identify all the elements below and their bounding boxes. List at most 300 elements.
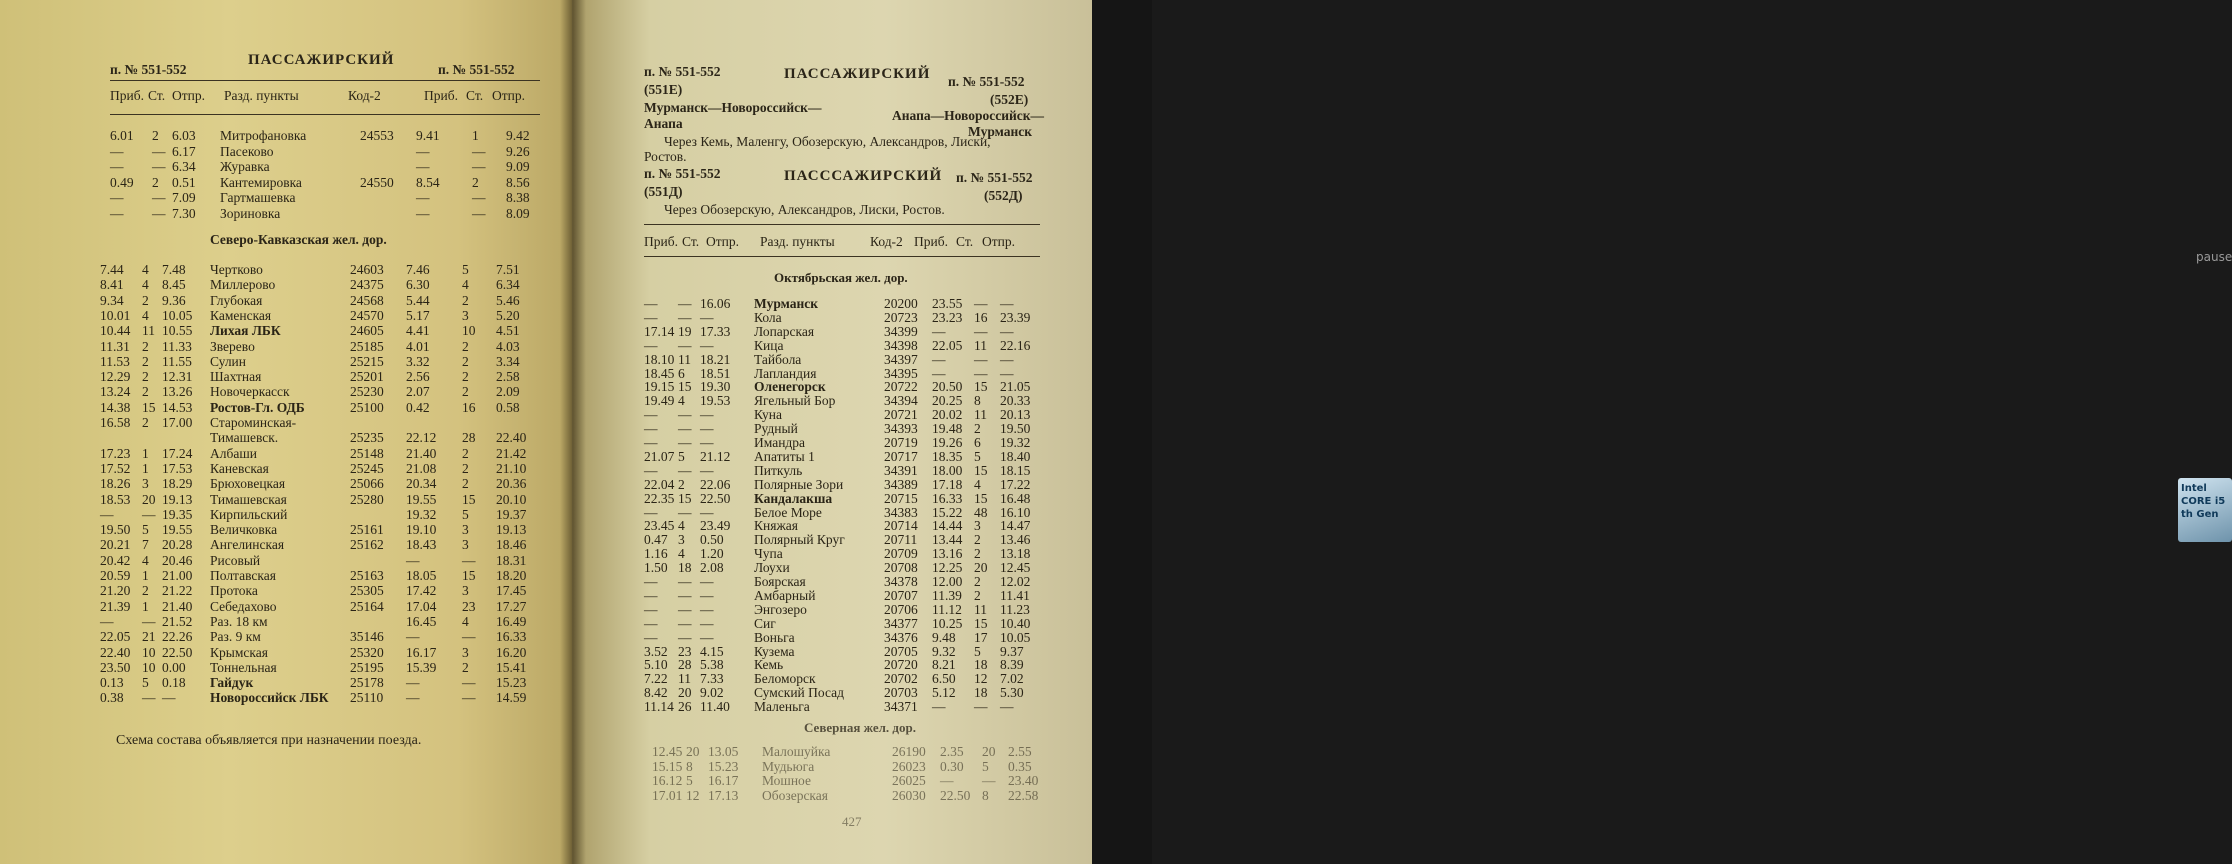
timetable-cell: 0.50 [700, 532, 724, 548]
timetable-cell: 5 [982, 758, 989, 774]
right-section-2: Северная жел. дор. [804, 720, 916, 735]
timetable-cell: 20706 [884, 601, 918, 617]
timetable-cell: 26030 [892, 787, 926, 803]
timetable-cell: Брюховецкая [210, 476, 286, 492]
timetable-cell: 11 [974, 407, 987, 423]
timetable-cell: 22.58 [1008, 787, 1039, 803]
timetable-cell: 14.47 [1000, 518, 1031, 534]
timetable-cell: 24553 [360, 128, 394, 143]
timetable-cell: 18.26 [100, 476, 131, 492]
timetable-cell: — [644, 504, 658, 520]
timetable-cell: 2 [142, 384, 149, 400]
timetable-cell: — [406, 690, 420, 706]
timetable-cell: Шахтная [210, 369, 262, 385]
timetable-cell: 9.26 [506, 143, 530, 159]
timetable-cell: 15.39 [406, 659, 437, 675]
timetable-cell: Мудьюга [762, 758, 815, 774]
timetable-cell: 4.03 [496, 338, 520, 354]
timetable-cell: 21.40 [162, 598, 193, 614]
timetable-cell: 15.22 [932, 504, 963, 520]
timetable-cell: 22.26 [162, 629, 193, 645]
timetable-cell: 24550 [360, 174, 394, 190]
timetable-cell: 25245 [350, 460, 384, 476]
timetable-cell: 0.51 [172, 174, 196, 190]
timetable-cell: 19.15 [644, 379, 675, 395]
timetable-cell: 17.14 [644, 323, 675, 339]
timetable-cell: 19.50 [1000, 421, 1031, 437]
right-route-left-1: Мурманск—Новороссийск— [644, 100, 822, 115]
timetable-cell: 17.04 [406, 598, 437, 614]
timetable-cell: 8 [974, 393, 981, 409]
timetable-cell: — [644, 629, 658, 645]
timetable-cell: 18.00 [932, 462, 963, 478]
timetable-cell: Раз. 18 км [210, 613, 268, 629]
timetable-cell: 17.01 [652, 787, 683, 803]
timetable-cell: 18.20 [496, 568, 527, 583]
timetable-cell: — [416, 205, 430, 221]
timetable-cell: 0.49 [110, 174, 134, 190]
timetable-cell: 22.50 [162, 644, 193, 660]
timetable-cell: 21.00 [162, 568, 193, 583]
timetable-cell: 24568 [350, 292, 384, 308]
timetable-cell: 2 [142, 353, 149, 369]
timetable-cell: 12 [686, 787, 700, 803]
timetable-cell: 20200 [884, 296, 918, 311]
timetable-cell: — [678, 504, 692, 520]
timetable-cell: Энгозеро [754, 601, 807, 617]
timetable-cell: 20 [142, 491, 156, 507]
timetable-cell: 4 [678, 518, 685, 534]
timetable-cell: — [644, 407, 658, 423]
timetable-cell: 22.50 [940, 787, 971, 803]
timetable-cell: — [678, 407, 692, 423]
timetable-cell: 6.01 [110, 128, 134, 143]
timetable-cell: 5.44 [406, 292, 430, 308]
timetable-cell: 4 [678, 393, 685, 409]
right-page: п. № 551-552 ПАССАЖИРСКИЙ п. № 551-552 (551Е) (552Е) Мурманск—Новороссийск— Анапа—Новороссийск— Анапа Мурманск Через Кемь, Маленгу, Обозерскую, Александров, Лиски, Ростов. п. № 551-552 ПАСССАЖИРСКИЙ п. № 551-552 (551Д) (552Д) Через Обозерскую, Александров, Лиски, Ростов. Приб. Ст. Отпр. Разд. пункты Код-2 Приб. Ст. Отпр. Октябрьская жел. дор. — — 16.06 Мурманск 20200 23.55 — — — — — Кола 20723 23.23 16 23.39 17.14 19 17.33 Лопарская 34399 — — — — — — Кица 34398 22.05 11 22.16 18.10 11 18.21 Тайбола 34397 — — — 18.45 6 18.51 Лапландия 34395 — — — 19.15 15 19.30 Оленегорск 20722 20.50 15 21.05 19.49 4 19.53 Ягельный Бор 34394 20.25 8 20.33 — — — Куна 20721 20.02 11 20.13 — — — Рудный 34393 19.48 2 19.50 — — — Имандра 20719 19.26 6 19.32 21.07 5 21.12 Апатиты 1 20717 18.35 5 18.40 — — — Питкуль 34391 18.00 15 18.15 22.04 2 22.06 Полярные Зори 34389 17.18 4 17.22 22.35 15 22.50 Кандалакша 20715 16.33 15 16.48 — — — Белое Море 34383 15.22 48 16.10 23.45 4 23.49 Княжая 20714 14.44 3 14.47 0.47 3 0.50 Полярный Круг 20711 13.44 2 13.46 1.16 4 1.20 Чупа 20709 13.16 2 13.18 1.50 18 2.08 Лоухи 20708 12.25 20 12.45 — — — Боярская 34378 12.00 2 12.02 — — — Амбарный 20707 11.39 2 11.41 — — — Энгозеро 20706 11.12 11 11.23 — — — Сиг 34377 10.25 15 10.40 — — — Воньга 34376 9.48 17 10.05 3.52 23 4.15 Кузема 20705 9.32 5 9.37 5.10 28 5.38 Кемь 20720 8.21 18 8.39 7.22 11 7.33 Беломорск 20702 6.50 12 7.02 8.42 20 9.02 Сумский Посад 20703 5.12 18 5.30 11.14 26 11.40 Маленьга 34371 — — — Северная жел. дор. 12.45 20 13.05 Малошуйка 26190 2.35 20 2.55 15.15 8 15.23 Мудьюга 26023 0.30 5 0.35 16.12 5 16.17 Мошное 26025 — — 23.40 17.01 12 17.13 Обозерская 26030 22.50 8 22.58 427 [572, 0, 1092, 864]
timetable-cell: — [462, 675, 476, 691]
timetable-cell: 4.01 [406, 338, 430, 354]
timetable-cell: 18.51 [700, 365, 731, 381]
timetable-cell: — [152, 143, 166, 159]
right-h1-sub-right: (552Е) [990, 92, 1029, 107]
timetable-cell: 3 [974, 518, 981, 534]
timetable-cell: 20711 [884, 532, 918, 548]
right-h1-sub-left: (551Е) [644, 82, 683, 97]
timetable-cell: 20721 [884, 407, 918, 423]
timetable-cell: 4 [142, 307, 149, 323]
timetable-cell: 26190 [892, 744, 926, 759]
timetable-cell: 0.30 [940, 758, 964, 774]
timetable-cell: 6.17 [172, 143, 196, 159]
timetable-cell: — [462, 690, 476, 706]
timetable-cell: Лапландия [754, 365, 817, 381]
timetable-cell: Воньга [754, 629, 795, 645]
timetable-cell: 0.38 [100, 690, 124, 706]
timetable-cell: 18.21 [700, 351, 731, 367]
timetable-cell: 21 [142, 629, 156, 645]
timetable-cell: 34389 [884, 476, 918, 492]
timetable-cell: 1.20 [700, 546, 724, 562]
timetable-cell: — [162, 690, 176, 706]
timetable-cell: 8.21 [932, 657, 956, 673]
timetable-cell: 15.23 [496, 675, 527, 691]
timetable-cell: Полтавская [210, 568, 276, 583]
timetable-cell: — [700, 407, 714, 423]
timetable-cell: Протока [210, 583, 258, 599]
timetable-cell: 18 [974, 657, 988, 673]
timetable-cell: 2.07 [406, 384, 430, 400]
right-via-1b: Ростов. [644, 149, 687, 164]
timetable-cell: 18.05 [406, 568, 437, 583]
timetable-cell: 16.06 [700, 296, 731, 311]
timetable-cell: Чупа [754, 546, 783, 562]
timetable-cell: — [472, 205, 486, 221]
timetable-cell: 6.30 [406, 277, 430, 293]
timetable-cell: — [700, 337, 714, 353]
timetable-cell: 10.55 [162, 323, 193, 339]
timetable-cell: 17.24 [162, 445, 193, 461]
right-header-rule [644, 224, 1040, 225]
timetable-cell: 5.46 [496, 292, 520, 308]
timetable-cell: 13.44 [932, 532, 963, 548]
timetable-cell: 15.41 [496, 659, 527, 675]
timetable-cell: 2 [462, 292, 469, 308]
timetable-cell: Кантемировка [220, 174, 302, 190]
timetable-cell: Мошное [762, 773, 811, 788]
timetable-cell: 20702 [884, 671, 918, 687]
timetable-cell: Рисовый [210, 552, 261, 568]
timetable-cell: Гартмашевка [220, 190, 296, 205]
timetable-cell: Журавка [220, 159, 270, 174]
timetable-cell: 2 [142, 583, 149, 599]
timetable-cell: 7.44 [100, 262, 124, 277]
timetable-cell: — [678, 296, 692, 311]
timetable-cell: 4 [678, 546, 685, 562]
timetable-cell: 15 [142, 399, 156, 415]
timetable-cell: 3 [462, 537, 469, 553]
timetable-cell: 21.52 [162, 613, 193, 629]
timetable-cell: 16 [462, 399, 476, 415]
timetable-cell: — [644, 601, 658, 617]
timetable-cell: 20 [982, 744, 996, 759]
timetable-cell: 25235 [350, 430, 384, 446]
timetable-cell: — [982, 773, 996, 788]
left-header-title: ПАССАЖИРСКИЙ [248, 52, 395, 68]
timetable-cell: 9.37 [1000, 643, 1024, 659]
timetable-cell: 5 [974, 448, 981, 464]
timetable-cell: 20.13 [1000, 407, 1031, 423]
timetable-cell: 34378 [884, 574, 918, 589]
timetable-cell: — [416, 143, 430, 159]
timetable-cell: 18.15 [1000, 462, 1031, 478]
timetable-cell: Новороссийск ЛБК [210, 690, 329, 706]
timetable-cell: Полярный Круг [754, 532, 845, 548]
timetable-cell: 22.05 [100, 629, 131, 645]
pause-key-label: pause [2196, 250, 2232, 264]
timetable-cell: 16.49 [496, 613, 527, 629]
timetable-cell: 20.25 [932, 393, 963, 409]
timetable-cell: 13.46 [1000, 532, 1031, 548]
timetable-cell: 25148 [350, 445, 384, 461]
timetable-cell: Малошуйка [762, 744, 831, 759]
timetable-cell: 23.23 [932, 309, 963, 325]
timetable-cell: 13.16 [932, 546, 963, 562]
timetable-cell: 2 [974, 421, 981, 437]
timetable-cell: 16.33 [496, 629, 527, 645]
timetable-cell: 18.35 [932, 448, 963, 464]
right-h2-title: ПАСССАЖИРСКИЙ [784, 168, 943, 184]
timetable-cell: 12.02 [1000, 574, 1031, 589]
timetable-cell: 23.49 [700, 518, 731, 534]
timetable-cell: 20.10 [496, 491, 527, 507]
timetable-cell: Оленегорск [754, 379, 826, 395]
timetable-cell: 2 [142, 292, 149, 308]
timetable-cell: 8.45 [162, 277, 186, 293]
timetable-cell: 0.47 [644, 532, 668, 548]
right-route-right-2: Мурманск [968, 124, 1033, 139]
timetable-cell: 8.54 [416, 174, 440, 190]
timetable-cell: 28 [678, 657, 692, 673]
right-h2-sub-left: (551Д) [644, 184, 683, 199]
timetable-cell: — [1000, 296, 1014, 311]
timetable-cell: 18.10 [644, 351, 675, 367]
timetable-cell: 2 [462, 353, 469, 369]
timetable-cell: — [644, 462, 658, 478]
timetable-cell: — [472, 190, 486, 205]
timetable-cell: Себедахово [210, 598, 277, 614]
timetable-cell: 4 [142, 262, 149, 277]
timetable-cell: 25110 [350, 690, 384, 706]
timetable-cell: 17 [974, 629, 988, 645]
timetable-cell: — [416, 159, 430, 174]
timetable-cell: 19.32 [406, 506, 437, 522]
timetable-cell: 23 [678, 643, 692, 659]
timetable-cell: 25320 [350, 644, 384, 660]
timetable-cell: 34377 [884, 615, 918, 631]
timetable-cell: 20703 [884, 685, 918, 701]
timetable-cell: — [142, 506, 156, 522]
timetable-cell: 7.33 [700, 671, 724, 687]
timetable-cell: 3 [678, 532, 685, 548]
timetable-cell: — [678, 574, 692, 589]
timetable-cell: — [932, 351, 946, 367]
timetable-cell: 25162 [350, 537, 384, 553]
timetable-cell: 19.13 [496, 522, 527, 538]
timetable-cell: 19.48 [932, 421, 963, 437]
timetable-cell: 14.59 [496, 690, 527, 706]
timetable-cell: 34393 [884, 421, 918, 437]
timetable-cell: 22.40 [496, 430, 527, 446]
timetable-cell: 2.55 [1008, 744, 1032, 759]
timetable-cell: 20 [678, 685, 692, 701]
timetable-cell: 6.34 [496, 277, 520, 293]
timetable-cell: — [1000, 699, 1014, 715]
timetable-cell: — [152, 190, 166, 205]
timetable-cell: 4 [462, 613, 469, 629]
timetable-cell: Ростов-Гл. ОДБ [210, 399, 305, 415]
timetable-cell: — [142, 613, 156, 629]
timetable-cell: 2 [142, 369, 149, 385]
timetable-cell: 21.42 [496, 445, 527, 461]
timetable-cell: 5.17 [406, 307, 430, 323]
timetable-cell: 1.50 [644, 560, 668, 576]
timetable-cell: Величковка [210, 522, 278, 538]
timetable-cell: 7.30 [172, 205, 196, 221]
timetable-cell: 21.05 [1000, 379, 1031, 395]
timetable-cell: 15 [974, 462, 988, 478]
timetable-cell: 19.49 [644, 393, 675, 409]
timetable-cell: — [974, 699, 988, 715]
timetable-cell: Раз. 9 км [210, 629, 261, 645]
timetable-cell: 9.09 [506, 159, 530, 174]
timetable-cell: — [932, 323, 946, 339]
timetable-cell: 21.12 [700, 448, 731, 464]
timetable-cell: 34397 [884, 351, 918, 367]
right-route-left-2: Анапа [644, 116, 683, 131]
timetable-cell: — [700, 421, 714, 437]
timetable-cell: 11.12 [932, 601, 962, 617]
timetable-cell: Белое Море [754, 504, 822, 520]
timetable-cell: — [462, 629, 476, 645]
timetable-cell: 25201 [350, 369, 384, 385]
timetable-cell: 2 [472, 174, 479, 190]
timetable-cell: 0.42 [406, 399, 430, 415]
timetable-cell: 20.28 [162, 537, 193, 553]
timetable-cell: 5 [142, 522, 149, 538]
timetable-cell: 23.45 [644, 518, 675, 534]
timetable-cell: 7.51 [496, 262, 520, 277]
timetable-cell: 16.33 [932, 490, 963, 506]
right-route-right-1: Анапа—Новороссийск— [892, 108, 1045, 123]
timetable-cell: — [678, 587, 692, 603]
timetable-cell: 4.41 [406, 323, 430, 339]
left-columns-rule [110, 114, 540, 115]
timetable-cell: 1 [142, 568, 149, 583]
timetable-cell: 4 [142, 277, 149, 293]
timetable-cell: 3 [462, 583, 469, 599]
timetable-cell: 11.55 [162, 353, 192, 369]
timetable-cell: — [406, 629, 420, 645]
timetable-cell: 19.53 [700, 393, 731, 409]
timetable-cell: 15 [462, 491, 476, 507]
timetable-cell: — [644, 421, 658, 437]
timetable-cell: Мурманск [754, 296, 819, 311]
timetable-cell: — [472, 143, 486, 159]
right-h2-sub-right: (552Д) [984, 188, 1023, 203]
timetable-cell: Кандалакша [754, 490, 833, 506]
timetable-cell: 2 [152, 174, 159, 190]
timetable-cell: 2.58 [496, 369, 520, 385]
timetable-cell: 20723 [884, 309, 918, 325]
timetable-cell: 15 [974, 615, 988, 631]
timetable-cell: 4.15 [700, 643, 724, 659]
timetable-cell: 2 [462, 369, 469, 385]
timetable-cell: 25161 [350, 522, 384, 538]
timetable-cell: 10.05 [162, 307, 193, 323]
timetable-cell: Зориновка [220, 205, 281, 221]
timetable-cell: — [644, 574, 658, 589]
timetable-cell: 6.50 [932, 671, 956, 687]
timetable-cell: Маленьга [754, 699, 810, 715]
timetable-cell: 11 [974, 337, 987, 353]
timetable-cell: 3.52 [644, 643, 668, 659]
timetable-cell: 20.59 [100, 568, 131, 583]
timetable-cell: — [678, 615, 692, 631]
timetable-cell: 20715 [884, 490, 918, 506]
right-h1-train-left: п. № 551-552 [644, 64, 721, 79]
timetable-cell: 8.56 [506, 174, 530, 190]
timetable-cell: 18.45 [644, 365, 675, 381]
timetable-cell: 8.09 [506, 205, 530, 221]
timetable-cell: 34391 [884, 462, 918, 478]
timetable-cell: 9.36 [162, 292, 186, 308]
timetable-cell: 17.42 [406, 583, 437, 599]
timetable-cell: 14.38 [100, 399, 131, 415]
timetable-cell: Княжая [754, 518, 798, 534]
timetable-cell: Кирпильский [210, 506, 288, 522]
timetable-cell: 0.58 [496, 399, 520, 415]
timetable-cell: — [678, 309, 692, 325]
timetable-cell: Лихая ЛБК [210, 323, 281, 339]
timetable-cell: 25305 [350, 583, 384, 599]
timetable-cell: 2 [974, 546, 981, 562]
timetable-cell: Апатиты 1 [754, 448, 815, 464]
timetable-cell: — [110, 190, 124, 205]
intel-sticker: Intel CORE i5 th Gen [2178, 478, 2232, 542]
timetable-cell: Рудный [754, 421, 798, 437]
timetable-cell: 25185 [350, 338, 384, 354]
timetable-cell: 20722 [884, 379, 918, 395]
timetable-cell: Новочеркасск [210, 384, 290, 400]
timetable-cell: 11.41 [1000, 587, 1030, 603]
timetable-cell: 16.10 [1000, 504, 1031, 520]
timetable-cell: 25215 [350, 353, 384, 369]
timetable-cell: 17.23 [100, 445, 131, 461]
timetable-cell: 20.33 [1000, 393, 1031, 409]
timetable-cell: 21.40 [406, 445, 437, 461]
timetable-cell: 13.24 [100, 384, 131, 400]
timetable-cell: — [678, 629, 692, 645]
timetable-cell: 24375 [350, 277, 384, 293]
timetable-cell: Крымская [210, 644, 268, 660]
timetable-cell: 5 [678, 448, 685, 464]
timetable-cell: 9.48 [932, 629, 956, 645]
timetable-cell: 3.32 [406, 353, 430, 369]
timetable-cell: 12.31 [162, 369, 193, 385]
right-h1-train-right: п. № 551-552 [948, 74, 1025, 89]
right-h2-train-left: п. № 551-552 [644, 166, 721, 181]
timetable-cell: 18 [678, 560, 692, 576]
timetable-cell: 2 [462, 338, 469, 354]
timetable-cell: 17.33 [700, 323, 731, 339]
timetable-cell: 23 [462, 598, 476, 614]
timetable-cell: 26023 [892, 758, 926, 774]
timetable-cell: 18.46 [496, 537, 527, 553]
timetable-cell: 20708 [884, 560, 918, 576]
timetable-cell: 24570 [350, 307, 384, 323]
timetable-cell: — [1000, 365, 1014, 381]
timetable-cell: — [1000, 351, 1014, 367]
timetable-cell: — [644, 309, 658, 325]
timetable-cell: Тимашевская [210, 491, 287, 507]
timetable-cell: Куна [754, 407, 782, 423]
timetable-cell: — [462, 552, 476, 568]
timetable-cell: 20.36 [496, 476, 527, 492]
timetable-cell: Зверево [210, 338, 255, 354]
left-section-title: Северо-Кавказская жел. дор. [210, 232, 387, 247]
timetable-cell: — [700, 574, 714, 589]
